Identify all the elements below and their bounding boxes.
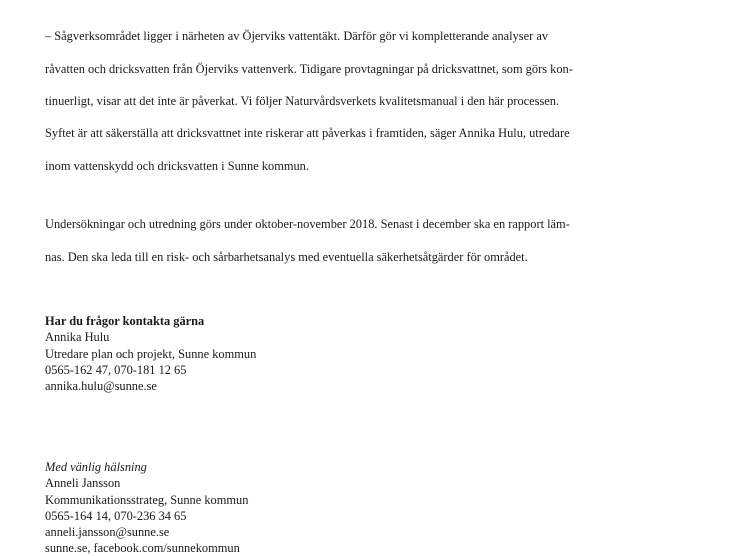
signature-email: anneli.jansson@sunne.se <box>45 525 170 540</box>
signature-links: sunne.se, facebook.com/sunnekommun <box>45 541 240 556</box>
contact-name: Annika Hulu <box>45 330 110 345</box>
quote-line: råvatten och dricksvatten från Öjerviks vattenverk. Tidigare provtagningar på dricksvattnet, som görs kon- <box>45 61 573 76</box>
quote-line: tinuerligt, visar att det inte är påverkat. Vi följer Naturvårdsverkets kvalitetsmanual i den här processen. <box>45 94 560 109</box>
signature-greeting: Med vänlig hälsning <box>45 460 147 475</box>
contact-block <box>45 313 705 394</box>
contact-email: annika.hulu@sunne.se <box>45 379 157 394</box>
quote-paragraph <box>45 12 705 190</box>
info-line: nas. Den ska leda till en risk- och sårbarhetsanalys med eventuella säkerhetsåtgärder för området. <box>45 249 528 264</box>
info-line: Undersökningar och utredning görs under oktober-november 2018. Senast i december ska en rapport läm- <box>45 217 570 232</box>
contact-title: Utredare plan och projekt, Sunne kommun <box>45 346 257 361</box>
document-page <box>45 12 705 556</box>
signature-phone: 0565-164 14, 070-236 34 65 <box>45 508 187 523</box>
signature-name: Anneli Jansson <box>45 476 121 491</box>
contact-heading: Har du frågor kontakta gärna <box>45 314 205 329</box>
quote-line: Syftet är att säkerställa att dricksvattnet inte riskerar att påverkas i framtiden, säger Annika Hulu, utredare <box>45 126 570 141</box>
quote-line: inom vattenskydd och dricksvatten i Sunne kommun. <box>45 158 309 173</box>
info-paragraph <box>45 200 705 281</box>
quote-line: – Sågverksområdet ligger i närheten av Öjerviks vattentäkt. Därför gör vi kompletterande analyser av <box>45 29 549 44</box>
contact-phone: 0565-162 47, 070-181 12 65 <box>45 362 187 377</box>
signature-title: Kommunikationsstrateg, Sunne kommun <box>45 492 249 507</box>
signature-block <box>45 459 705 556</box>
